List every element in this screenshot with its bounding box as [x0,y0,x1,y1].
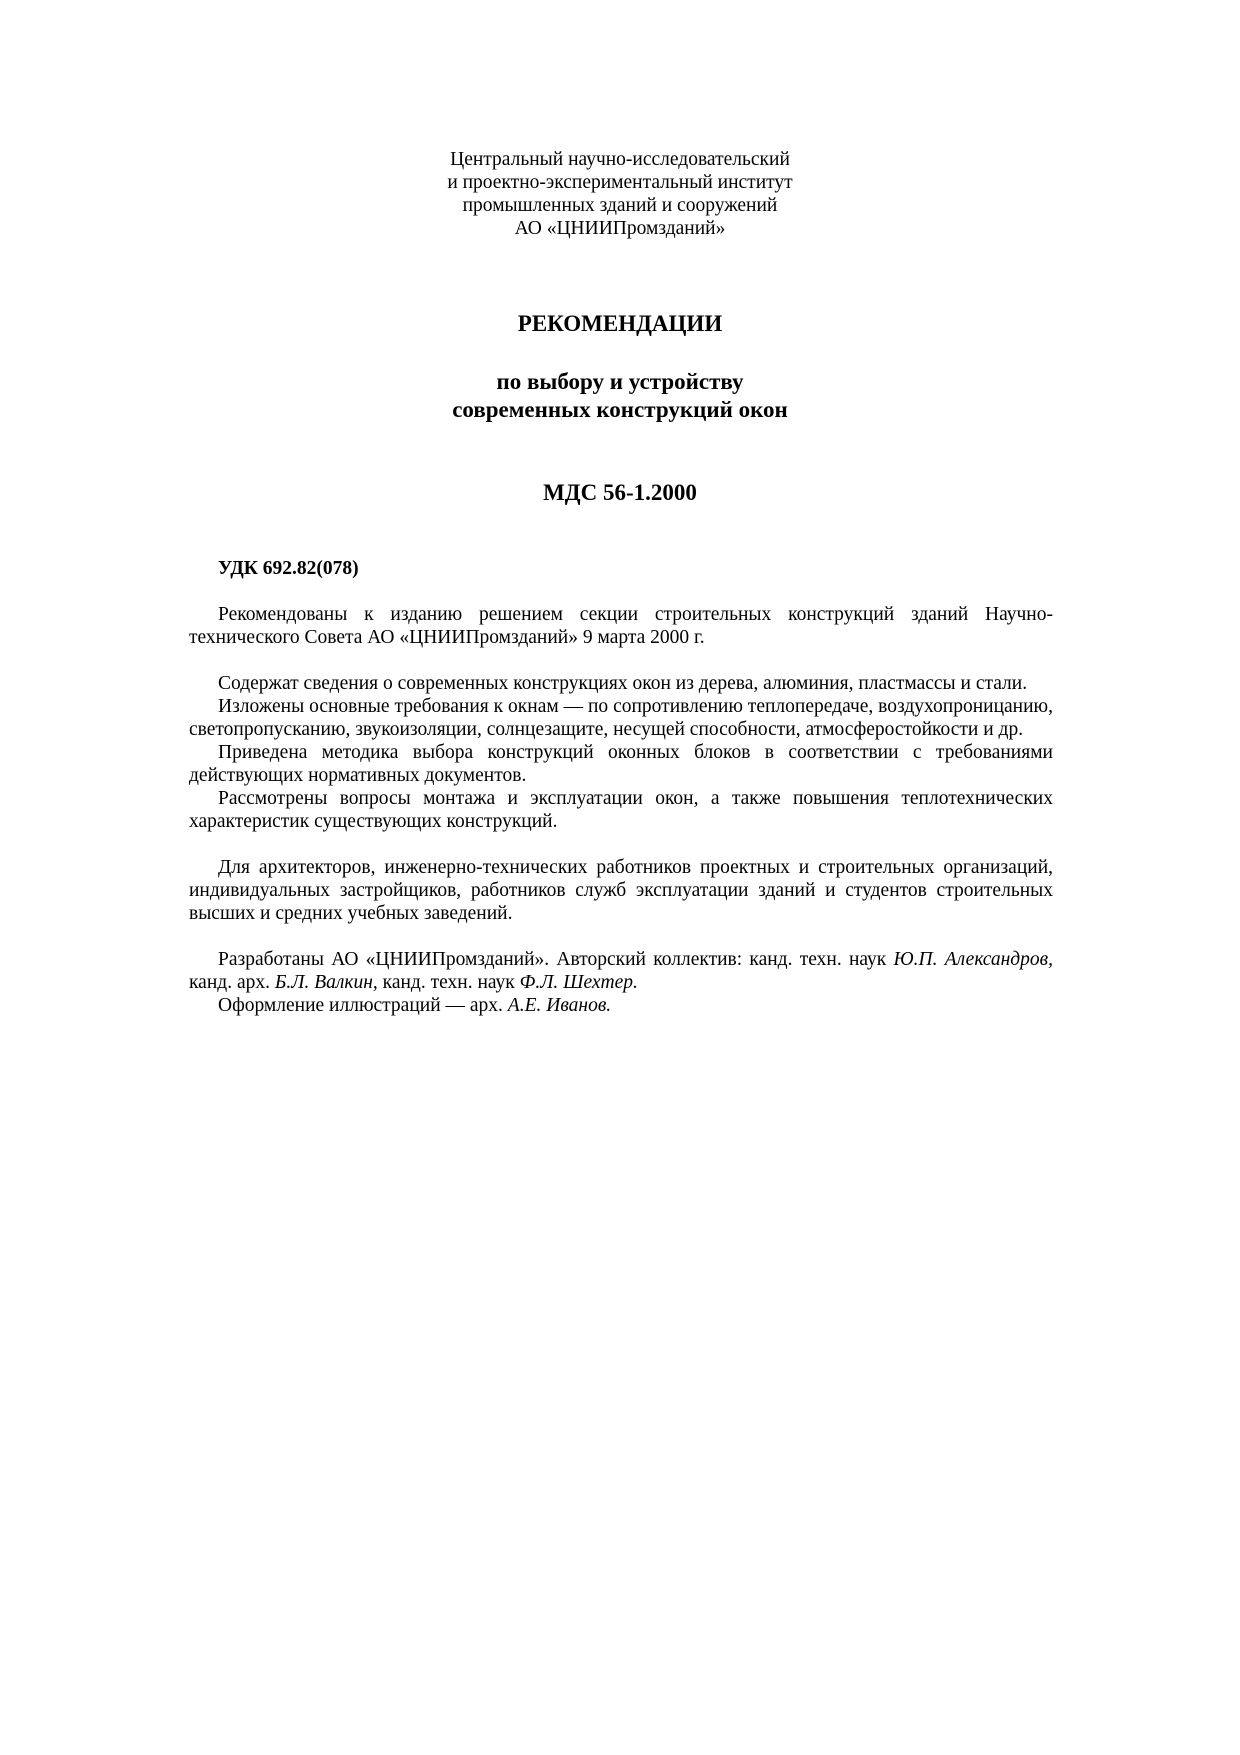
contents-paragraph-1: Содержат сведения о современных конструкциях окон из дерева, алюминия, пластмассы и стали. [218,673,1028,694]
authors-sep-1: канд. арх. [189,972,275,993]
document-code: МДС 56-1.2000 [543,480,697,505]
institute-line-2: и проектно-экспериментальный институт [447,172,793,193]
author-1: Ю.П. Александров, [893,949,1053,970]
institute-line-4: АО «ЦНИИПромзданий» [514,218,726,239]
udk-code: УДК 692.82(078) [218,558,359,579]
institute-header [0,148,1240,240]
document-subtitle [0,368,1240,424]
institute-line-3: промышленных зданий и сооружений [462,195,778,216]
illustrations-paragraph [189,994,1053,1017]
institute-line-1: Центральный научно-исследовательский [450,149,790,170]
illustrations-author: А.Е. Иванов. [507,995,612,1016]
author-2: Б.Л. Валкин, [274,972,378,993]
authors-intro: Разработаны АО «ЦНИИПромзданий». Авторский коллектив: канд. техн. наук [218,949,894,970]
authors-sep-2: канд. техн. наук [377,972,520,993]
author-3: Ф.Л. Шехтер. [519,972,638,993]
document-title: РЕКОМЕНДАЦИИ [517,311,723,336]
document-body [189,557,1053,1017]
recommended-paragraph: Рекомендованы к изданию решением секции строительных конструкций зданий Научно-технического Совета АО «ЦНИИПромзданий» 9 марта 2000 г. [189,604,1053,648]
authors-paragraph [189,948,1053,994]
contents-paragraph-4: Рассмотрены вопросы монтажа и эксплуатации окон, а также повышения теплотехнических характеристик существующих конструкций. [189,788,1053,832]
contents-paragraph-2: Изложены основные требования к окнам — по сопротивлению теплопередаче, воздухопроницанию, светопропусканию, звукоизоляции, солнцезащите, несущей способности, атмосферостойкости и др. [189,696,1053,740]
illustrations-intro: Оформление иллюстраций — арх. [218,995,508,1016]
contents-paragraph-3: Приведена методика выбора конструкций оконных блоков в соответствии с требованиями действующих нормативных документов. [189,742,1053,786]
audience-paragraph: Для архитекторов, инженерно-технических работников проектных и строительных организаций, индивидуальных застройщиков, работников служб эксплуатации зданий и студентов строительных высших и средних учебных заведений. [189,857,1053,924]
subtitle-line-1: по выбору и устройству [496,369,744,394]
subtitle-line-2: современных конструкций окон [452,397,788,422]
